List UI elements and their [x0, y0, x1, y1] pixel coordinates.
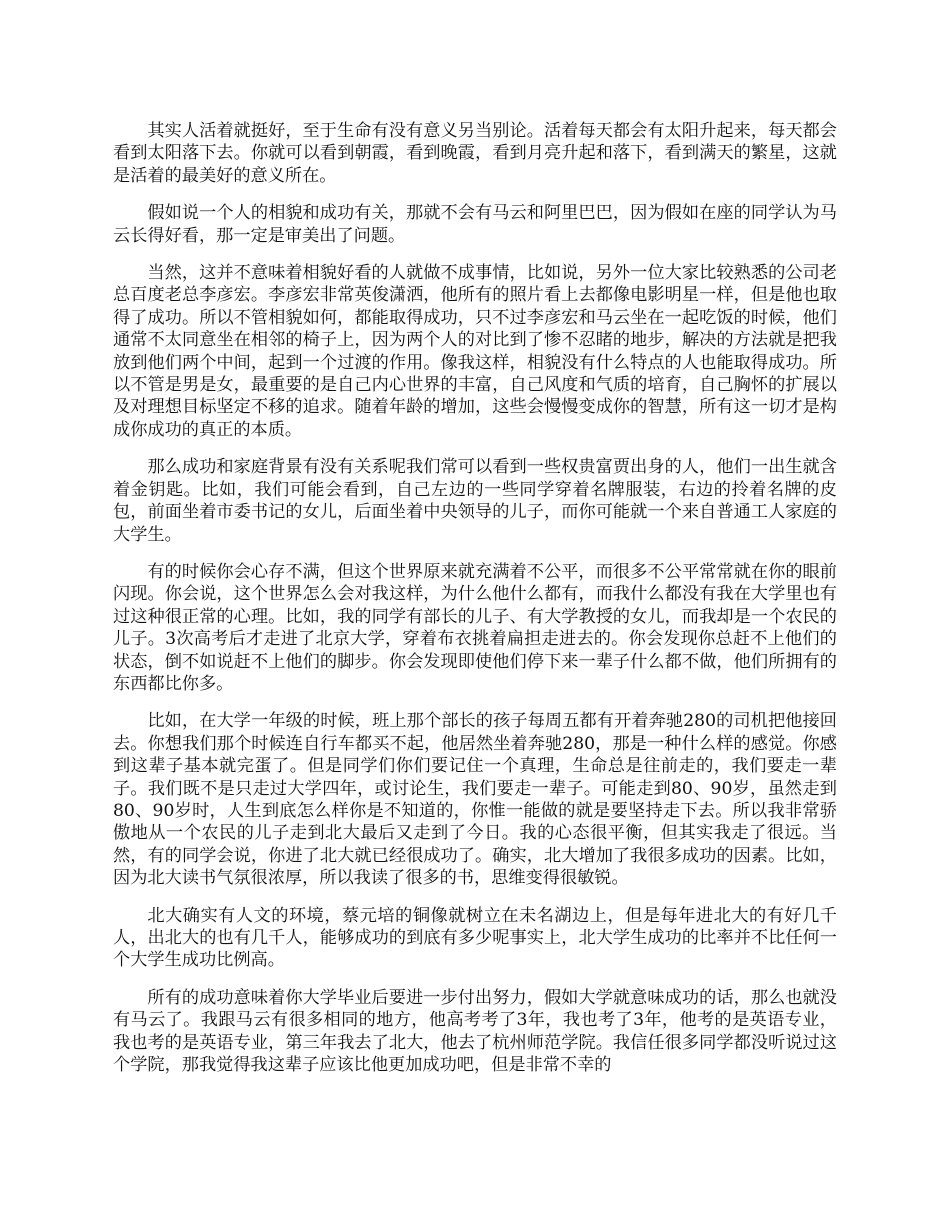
paragraph-6: 比如，在大学一年级的时候，班上那个部长的孩子每周五都有开着奔驰280的司机把他接回去。你想我们那个时候连自行车都买不起，他居然坐着奔驰280，那是一种什么样的感觉。你感到这辈子基本就完蛋了。但是同学们你们要记住一个真理，生命总是往前走的，我们要走一辈子。我们既不是只走过大学四年，或讨论生，我们要走一辈子。可能走到80、90岁，虽然走到80、90岁时，人生到底怎么样你是不知道的，你惟一能做的就是要坚持走下去。所以我非常骄傲地从一个农民的儿子走到北大最后又走到了今日。我的心态很平衡，但其实我走了很远。当然，有的同学会说，你进了北大就已经很成功了。确实，北大增加了我很多成功的因素。比如，因为北大读书气氛很浓厚，所以我读了很多的书，思维变得很敏锐。: [113, 711, 837, 889]
paragraph-4: 那么成功和家庭背景有没有关系呢我们常可以看到一些权贵富贾出身的人，他们一出生就含着金钥匙。比如，我们可能会看到，自己左边的一些同学穿着名牌服装，右边的拎着名牌的皮包，前面坐着市委书记的女儿，后面坐着中央领导的儿子，而你可能就一个来自普通工人家庭的大学生。: [113, 457, 837, 545]
paragraph-2: 假如说一个人的相貌和成功有关，那就不会有马云和阿里巴巴，因为假如在座的同学认为马云长得好看，那一定是审美出了问题。: [113, 203, 837, 246]
paragraph-3: 当然，这并不意味着相貌好看的人就做不成事情，比如说，另外一位大家比较熟悉的公司老总百度老总李彦宏。李彦宏非常英俊潇洒，他所有的照片看上去都像电影明星一样，但是他也取得了成功。所以不管相貌如何，都能取得成功，只不过李彦宏和马云坐在一起吃饭的时候，他们通常不太同意坐在相邻的椅子上，因为两个人的对比到了惨不忍睹的地步，解决的方法就是把我放到他们两个中间，起到一个过渡的作用。像我这样，相貌没有什么特点的人也能取得成功。所以不管是男是女，最重要的是自己内心世界的丰富，自己风度和气质的培育，自己胸怀的扩展以及对理想目标坚定不移的追求。随着年龄的增加，这些会慢慢变成你的智慧，所有这一切才是构成你成功的真正的本质。: [113, 263, 837, 440]
paragraph-5: 有的时候你会心存不满，但这个世界原来就充满着不公平，而很多不公平常常就在你的眼前闪现。你会说，这个世界怎么会对我这样，为什么他什么都有，而我什么都没有我在大学里也有过这种很正常的心理。比如，我的同学有部长的儿子、有大学教授的女儿，而我却是一个农民的儿子。3次高考后才走进了北京大学，穿着布衣挑着扁担走进去的。你会发现你总赶不上他们的状态，倒不如说赶不上他们的脚步。你会发现即使他们停下来一辈子什么都不做，他们所拥有的东西都比你多。: [113, 561, 837, 694]
paragraph-1: 其实人活着就挺好，至于生命有没有意义另当别论。活着每天都会有太阳升起来，每天都会看到太阳落下去。你就可以看到朝霞，看到晚霞，看到月亮升起和落下，看到满天的繁星，这就是活着的最美好的意义所在。: [113, 121, 837, 186]
paragraph-8: 所有的成功意味着你大学毕业后要进一步付出努力，假如大学就意味成功的话，那么也就没有马云了。我跟马云有很多相同的地方，他高考考了3年，我也考了3年，他考的是英语专业，我也考的是英语专业，第三年我去了北大，他去了杭州师范学院。我信任很多同学都没听说过这个学院，那我觉得我这辈子应该比他更加成功吧，但是非常不幸的: [113, 987, 837, 1076]
paragraph-7: 北大确实有人文的环境，蔡元培的铜像就树立在未名湖边上，但是每年进北大的有好几千人，出北大的也有几千人，能够成功的到底有多少呢事实上，北大学生成功的比率并不比任何一个大学生成功比例高。: [113, 905, 837, 971]
document-body: [113, 120, 837, 1091]
